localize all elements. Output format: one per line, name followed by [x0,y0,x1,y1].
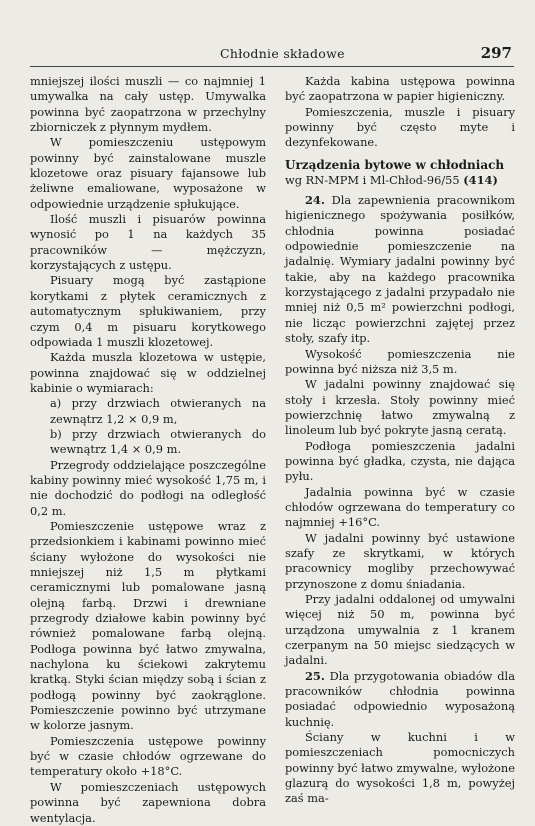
paragraph-text: Dla przygotowania obiadów dla pracowników chłodnia powinna posiadać odpowiednio wyposażoną kuchnię. [285,668,515,729]
header-rule [30,66,514,67]
paragraph: Pomieszczenia ustępowe powinny być w czasie chłodów ogrzewane do temperatury około +18°C. [30,733,266,779]
paragraph: Podłoga pomieszczenia jadalni powinna być gładka, czysta, nie dająca pyłu. [285,438,515,484]
paragraph: W jadalni powinny być ustawione szafy ze skrytkami, w których pracownicy mogliby przechowywać przynoszone z domu śniadania. [285,530,515,591]
section-heading: Urządzenia bytowe w chłodniach [285,157,505,172]
paragraph-25 [285,669,515,730]
paragraph-text: Dla zapewnienia pracownikom higienicznego spożywania posiłków, chłodnia powinna posiadać odpowiednie pomieszczenie na jadalnię. Wymiary jadalni powinny być takie, aby na każdego pracownika korzystającego z jadalni przypadało nie mniej niż 0,5 m² powierzchni podłogi, nie licząc powierzchni zajętej przez stoły, szafy itp. [285,193,515,346]
left-column [30,74,266,826]
paragraph: W jadalni powinny znajdować się stoły i krzesła. Stoły powinny mieć powierzchnię łatwo zmywalną z linoleum lub być pokryte jasną ceratą. [285,377,515,438]
paragraph: W pomieszczeniu ustępowym powinny być zainstalowane muszle klozetowe oraz pisuary fajansowe lub żeliwne emaliowane, wyposażone w odpowiednie urządzenie spłukujące. [30,135,266,211]
running-header [30,44,512,64]
section-subtitle [285,173,515,188]
paragraph: mniejszej ilości muszli — co najmniej 1 umywalka na cały ustęp. Umywalka powinna być zaopatrzona w przechylny zbiorniczek z płynnym mydłem. [30,74,266,135]
paragraph: Wysokość pomieszczenia nie powinna być niższa niż 3,5 m. [285,346,515,376]
paragraph: Pomieszczenia, muszle i pisuary powinny być często myte i dezynfekowane. [285,104,515,150]
paragraph: Ściany w kuchni i w pomieszczeniach pomocniczych powinny być łatwo zmywalne, wyłożone glazurą do wysokości 1,8 m, powyżej zaś ma- [285,730,515,806]
paragraph: Przy jadalni oddalonej od umywalni więcej niż 50 m, powinna być urządzona umywalnia z 1 kranem czerpanym na 50 miejsc siedzących w jadalni. [285,592,515,668]
paragraph-number: 24. [305,193,325,208]
paragraph-24 [285,193,515,346]
paragraph: Ilość muszli i pisuarów powinna wynosić po 1 na każdych 35 pracowników — mężczyzn, korzystających z ustępu. [30,212,266,273]
list-item: b) przy drzwiach otwieranych do wewnątrz 1,4 ⨯ 0,9 m. [50,426,266,457]
right-column [285,74,515,807]
paragraph: Pisuary mogą być zastąpione korytkami z płytek ceramicznych z automatycznym spłukiwaniem, przy czym 0,4 m pisuaru korytkowego odpowiada 1 muszli klozetowej. [30,273,266,349]
page-number: 297 [480,44,512,62]
paragraph-number: 25. [305,668,325,683]
section-reference: (414) [463,172,498,187]
running-title: Chłodnie składowe [220,46,345,61]
list-item: a) przy drzwiach otwieranych na zewnątrz 1,2 ⨯ 0,9 m, [50,396,266,426]
paragraph: Przegrody oddzielające poszczególne kabiny powinny mieć wysokość 1,75 m, i nie dochodzić do podłogi na odległość 0,2 m. [30,457,266,518]
paragraph: Każda kabina ustępowa powinna być zaopatrzona w papier higieniczny. [285,74,515,104]
paragraph: Jadalnia powinna być w czasie chłodów ogrzewana do temperatury co najmniej +16°C. [285,484,515,530]
paragraph: Pomieszczenie ustępowe wraz z przedsionkiem i kabinami powinno mieć ściany wyłożone do wysokości nie mniejszej niż 1,5 m płytkami ceramicznymi lub pomalowane jasną olejną farbą. Drzwi i drewniane przegrody działowe kabin powinny być również pomalowane farbą olejną. Podłoga powinna być łatwo zmywalna, nachylona ku ściekowi zakrytemu kratką. Styki ścian między sobą i ścian z podłogą powinny być zaokrąglone. Pomieszczenie powinno być utrzymane w kolorze jasnym. [30,518,266,733]
section-subtitle-text: wg RN-MPM i Ml-Chłod-96/55 [285,172,460,187]
paragraph: W pomieszczeniach ustępowych powinna być zapewniona dobra wentylacja. [30,779,266,825]
paragraph: Każda muszla klozetowa w ustępie, powinna znajdować się w oddzielnej kabinie o wymiarach: [30,350,266,395]
